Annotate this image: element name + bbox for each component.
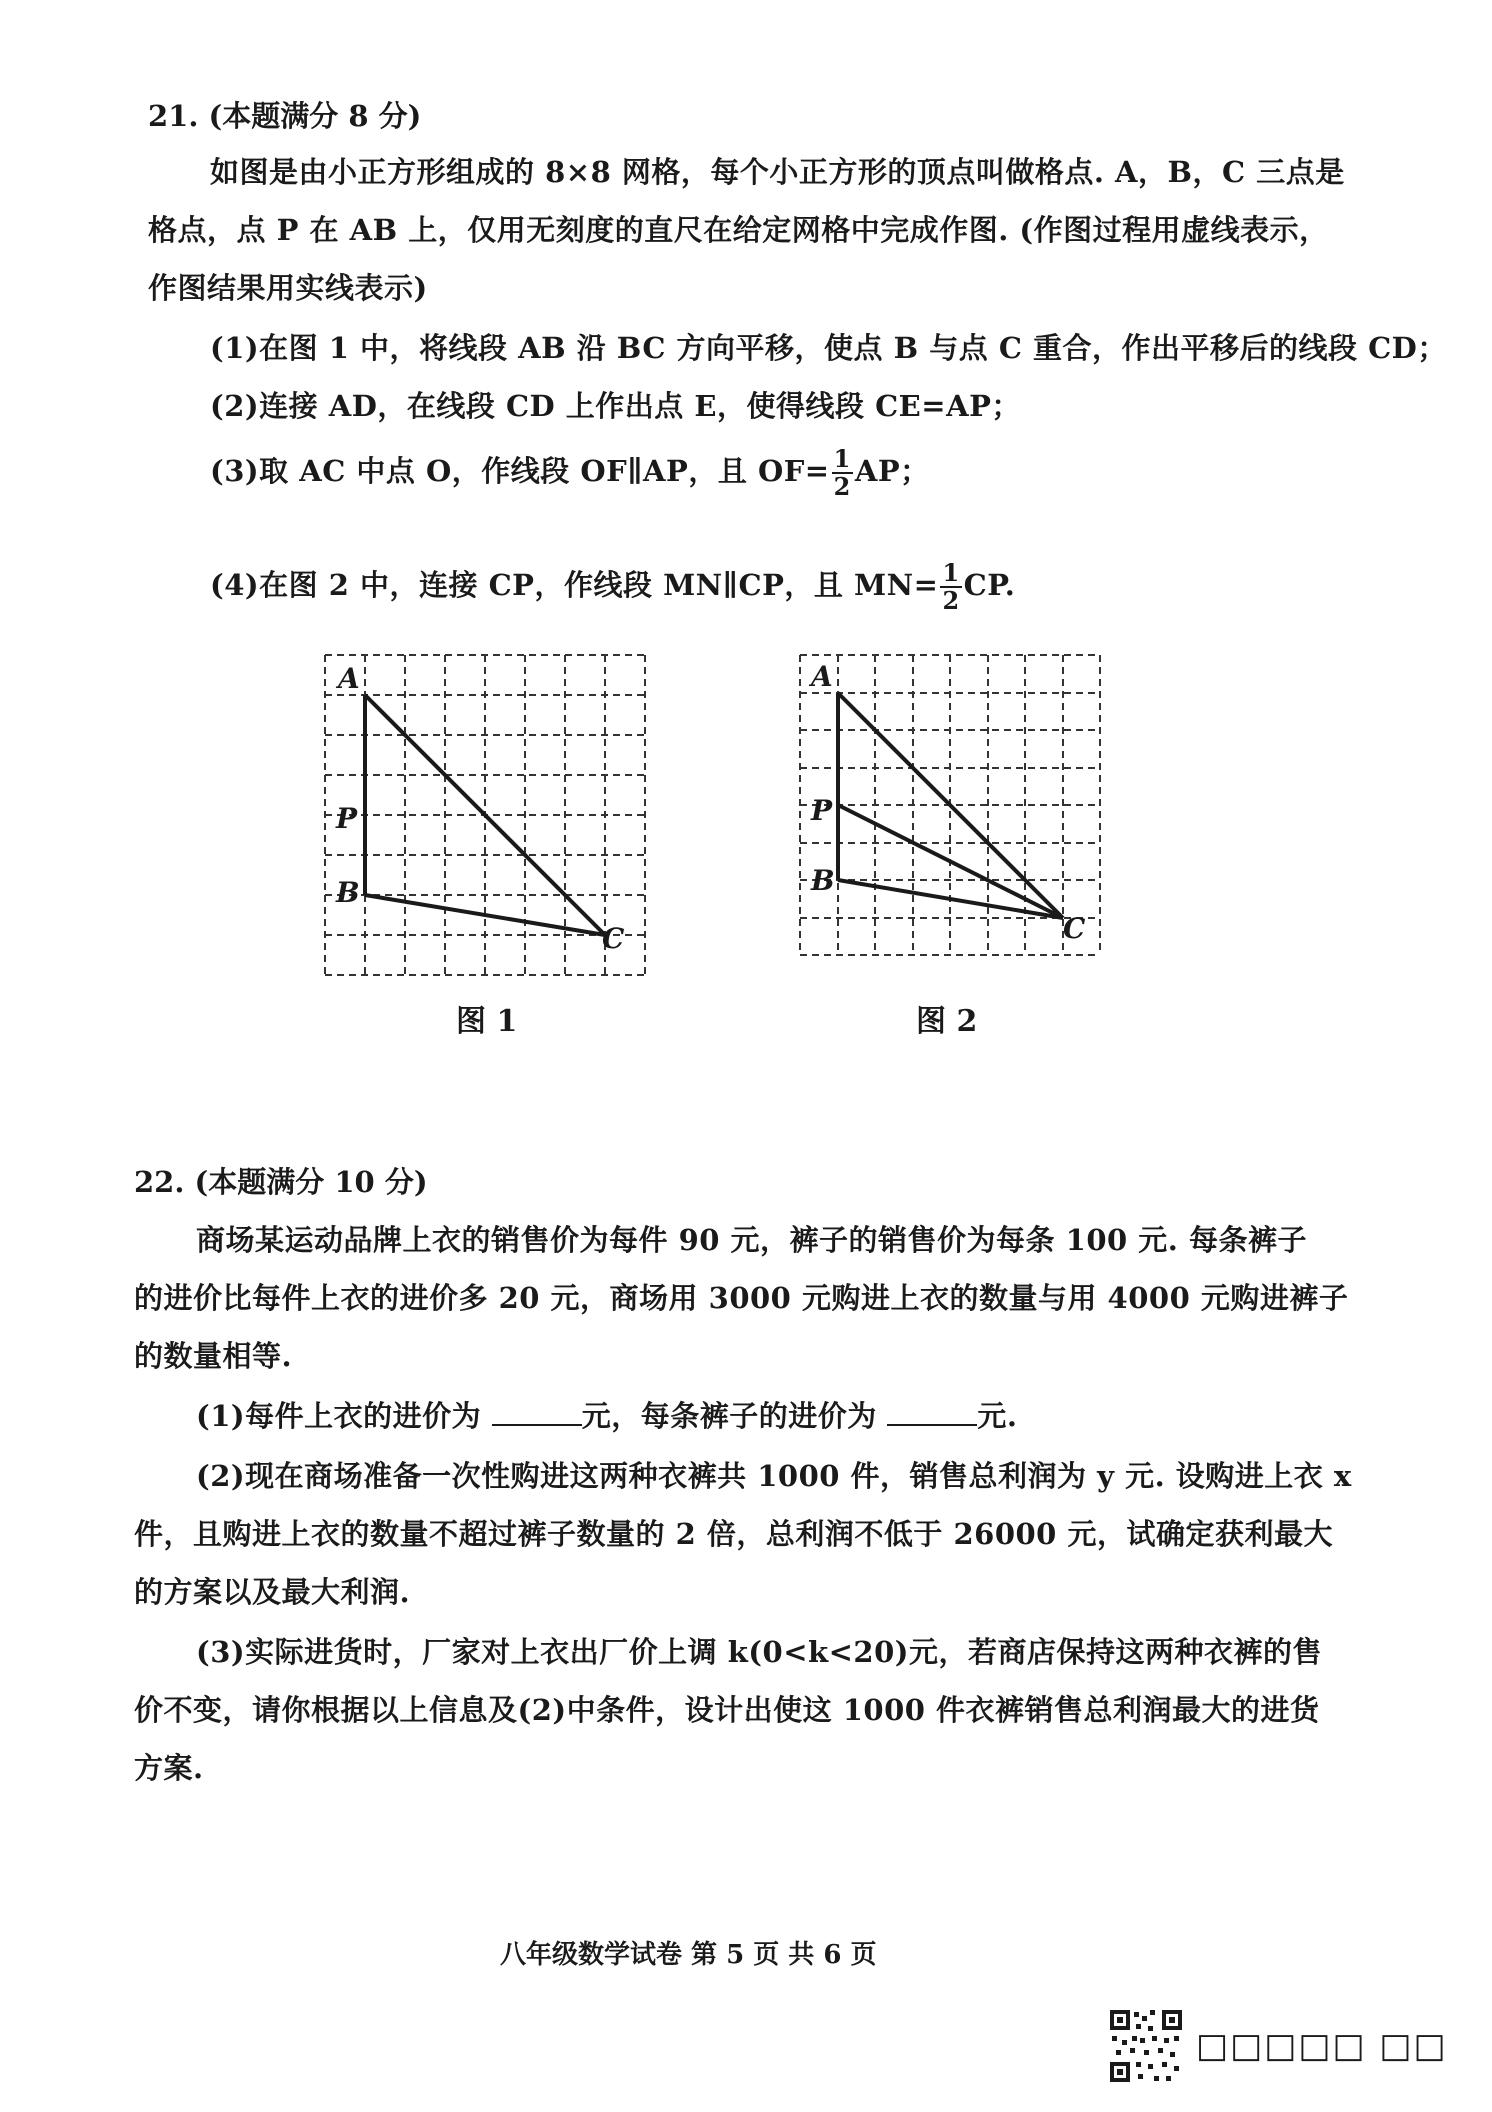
q21-item3 <box>210 446 930 500</box>
q22-item3-line2: 价不变，请你根据以上信息及(2)中条件，设计出使这 1000 件衣裤销售总利润最大的进货 <box>134 1693 1320 1727</box>
q22-p1-line3: 的数量相等. <box>134 1339 293 1373</box>
answer-blank-pants-cost[interactable] <box>887 1398 977 1426</box>
q22-p1-line2: 的进价比每件上衣的进价多 20 元，商场用 3000 元购进上衣的数量与用 4000 元购进裤子 <box>134 1281 1349 1315</box>
fraction-half <box>940 560 961 614</box>
fraction-denominator: 2 <box>833 472 851 501</box>
fraction-half <box>832 446 853 500</box>
q21-title: 21. (本题满分 8 分) <box>148 99 422 133</box>
label-c: C <box>602 922 625 955</box>
q21-intro-line1: 如图是由小正方形组成的 8×8 网格，每个小正方形的顶点叫做格点. A，B，C 三点是 <box>210 155 1345 189</box>
label-b: B <box>811 864 835 897</box>
q21-intro-line2: 格点，点 P 在 AB 上，仅用无刻度的直尺在给定网格中完成作图. (作图过程用虚线表示， <box>148 213 1329 247</box>
q22-item2-line3: 的方案以及最大利润. <box>134 1575 411 1609</box>
label-a: A <box>338 662 360 695</box>
label-b: B <box>336 876 360 909</box>
q21-item4 <box>210 560 1015 614</box>
figure-2-grid <box>785 640 1125 980</box>
q22-item3-line1: (3)实际进货时，厂家对上衣出厂价上调 k(0<k<20)元，若商店保持这两种衣裤的售 <box>196 1635 1322 1669</box>
q22-p1-line1: 商场某运动品牌上衣的销售价为每件 90 元，裤子的销售价为每条 100 元. 每条裤子 <box>196 1223 1307 1257</box>
figure-1-caption: 图 1 <box>456 1004 518 1039</box>
label-c: C <box>1063 912 1086 945</box>
fraction-denominator: 2 <box>942 586 960 615</box>
q22-item1-part-a: (1)每件上衣的进价为 <box>196 1399 482 1433</box>
q22-item2-line1: (2)现在商场准备一次性购进这两种衣裤共 1000 件，销售总利润为 y 元. 设购进上衣 x <box>196 1459 1352 1493</box>
fraction-numerator: 1 <box>942 558 960 587</box>
q21-item2: (2)连接 AD，在线段 CD 上作出点 E，使得线段 CE=AP； <box>210 389 1021 423</box>
q22-item1 <box>196 1394 1017 1435</box>
q22-item1-part-b: 元，每条裤子的进价为 <box>581 1399 877 1433</box>
q21-item4-pre: (4)在图 2 中，连接 CP，作线段 MN∥CP，且 MN= <box>210 568 939 602</box>
figure-1-grid <box>310 640 650 980</box>
q21-intro-line3: 作图结果用实线表示) <box>148 271 428 305</box>
fraction-numerator: 1 <box>833 444 851 473</box>
corner-mark: □□□□□ □□ <box>1196 2026 1448 2066</box>
answer-blank-shirt-cost[interactable] <box>492 1398 582 1426</box>
q22-item2-line2: 件，且购进上衣的数量不超过裤子数量的 2 倍，总利润不低于 26000 元，试确定获利最大 <box>134 1517 1333 1551</box>
q21-item3-post: AP； <box>854 454 930 488</box>
q22-item3-line3: 方案. <box>134 1751 204 1785</box>
figure-2-caption: 图 2 <box>916 1004 978 1039</box>
q22-title: 22. (本题满分 10 分) <box>134 1165 428 1199</box>
q21-item1: (1)在图 1 中，将线段 AB 沿 BC 方向平移，使点 B 与点 C 重合，作出平移后的线段 CD； <box>210 331 1447 365</box>
label-p: P <box>811 794 833 827</box>
q21-item4-post: CP. <box>963 568 1016 602</box>
label-p: P <box>336 802 358 835</box>
page-footer: 八年级数学试卷 第 5 页 共 6 页 <box>500 1940 877 1970</box>
q22-item1-part-c: 元. <box>977 1399 1018 1433</box>
q21-item3-pre: (3)取 AC 中点 O，作线段 OF∥AP，且 OF= <box>210 454 830 488</box>
qr-code-icon <box>1108 2008 1184 2084</box>
label-a: A <box>811 660 833 693</box>
